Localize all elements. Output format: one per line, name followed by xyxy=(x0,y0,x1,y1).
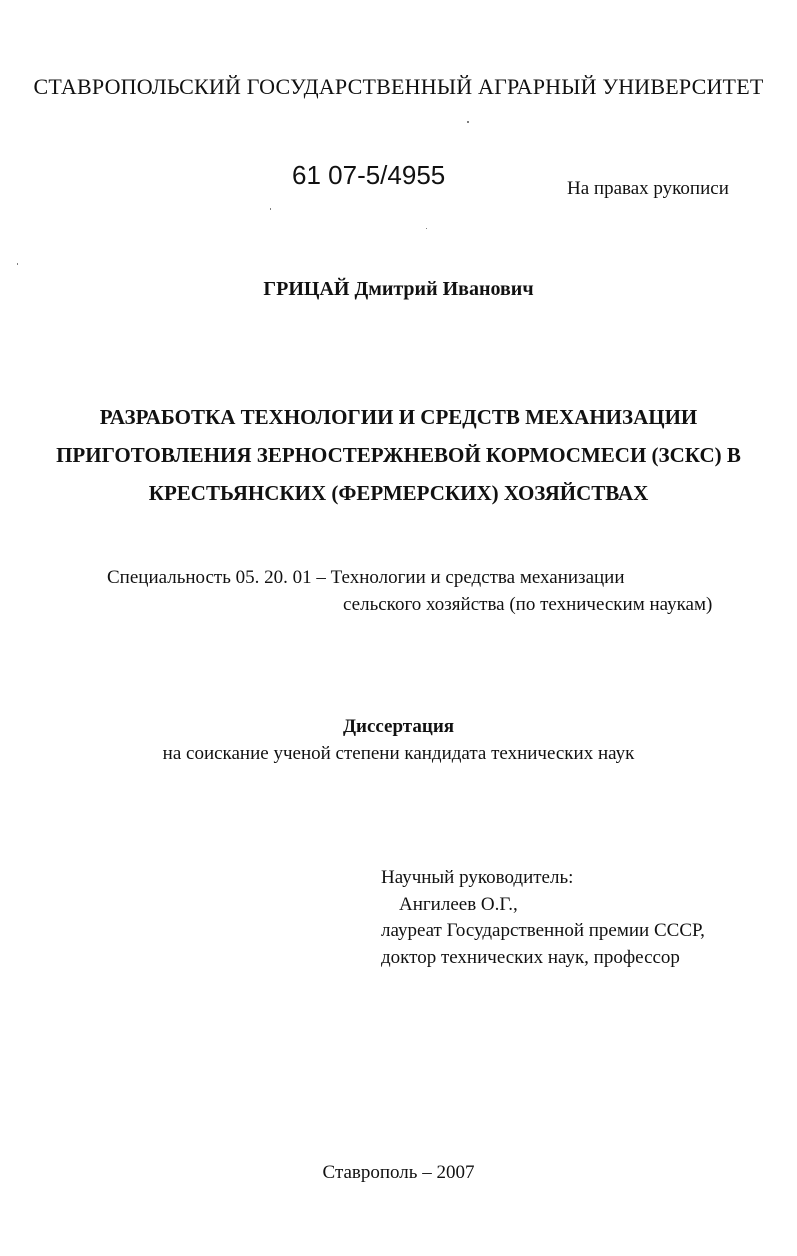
rights-note: На правах рукописи xyxy=(567,178,729,199)
scan-speck xyxy=(17,263,18,265)
supervisor-award: лауреат Государственной премии СССР, xyxy=(381,920,705,941)
supervisor-degree: доктор технических наук, профессор xyxy=(381,946,680,968)
dissertation-heading: Диссертация xyxy=(342,716,455,737)
supervisor-name: Ангилеев О.Г., xyxy=(399,893,518,915)
specialty-line: Специальность 05. 20. 01 – Технологии и средства механизации xyxy=(107,567,625,588)
supervisor-label: Научный руководитель: xyxy=(381,867,574,888)
specialty-line-continued: сельского хозяйства (по техническим наукам) xyxy=(343,594,713,615)
dissertation-title xyxy=(0,398,797,512)
dissertation-subtitle: на соискание ученой степени кандидата технических наук xyxy=(162,743,635,764)
scan-speck xyxy=(270,208,271,210)
catalog-number: 61 07-5/4955 xyxy=(292,160,446,190)
scan-speck xyxy=(467,121,469,123)
title-line: РАЗРАБОТКА ТЕХНОЛОГИИ И СРЕДСТВ МЕХАНИЗАЦИИ xyxy=(99,405,698,429)
scan-speck xyxy=(426,228,427,229)
university-name: СТАВРОПОЛЬСКИЙ ГОСУДАРСТВЕННЫЙ АГРАРНЫЙ УНИВЕРСИТЕТ xyxy=(33,74,764,99)
author-name: ГРИЦАЙ Дмитрий Иванович xyxy=(263,278,534,300)
title-line: КРЕСТЬЯНСКИХ (ФЕРМЕРСКИХ) ХОЗЯЙСТВАХ xyxy=(148,481,649,505)
supervisor-block xyxy=(381,865,705,971)
title-line: ПРИГОТОВЛЕНИЯ ЗЕРНОСТЕРЖНЕВОЙ КОРМОСМЕСИ (ЗСКС) В xyxy=(56,443,741,467)
city-year: Ставрополь – 2007 xyxy=(322,1162,475,1183)
